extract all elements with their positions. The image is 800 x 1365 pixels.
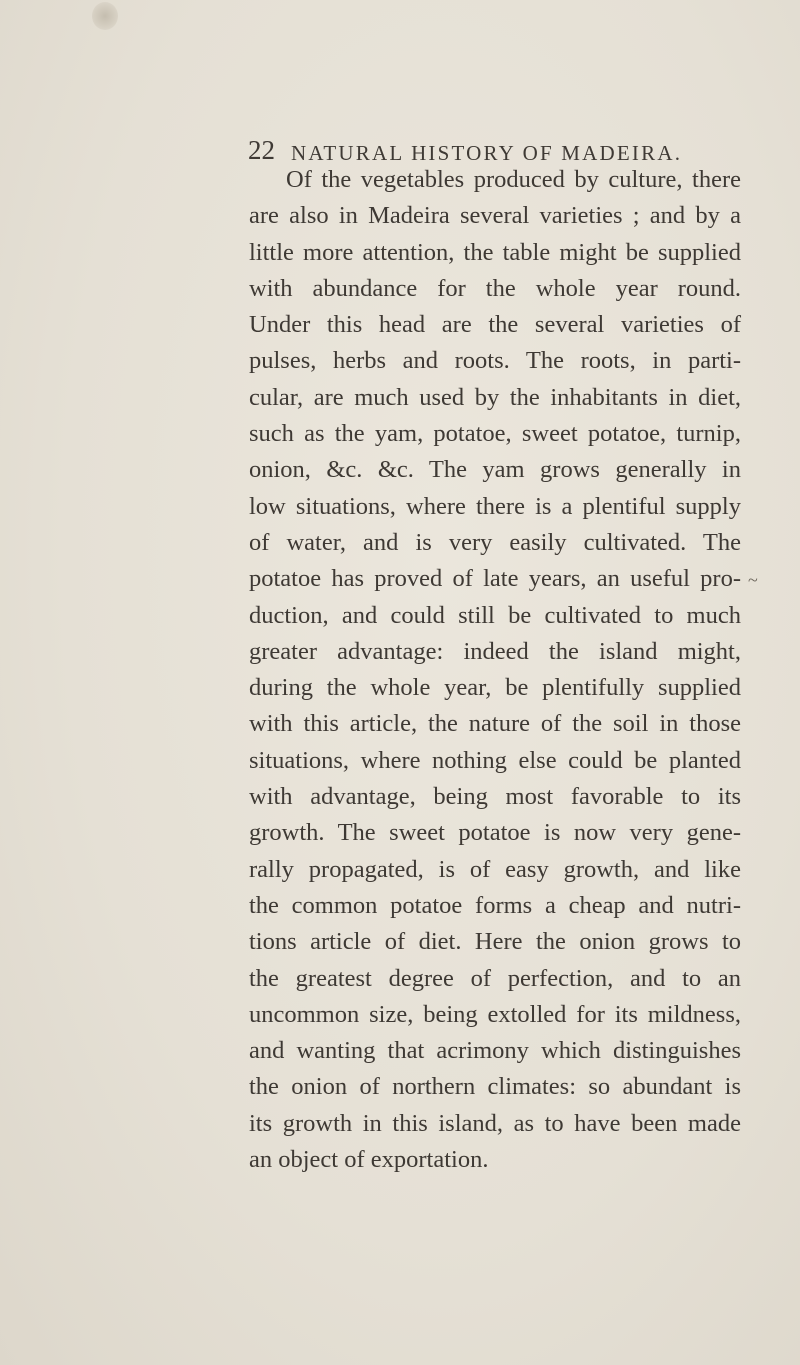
text-line: during the whole year, be plentifully supplied xyxy=(249,674,741,702)
text-line: tions article of diet. Here the onion grows to xyxy=(249,928,741,956)
paper-stain xyxy=(92,2,118,30)
text-line: pulses, herbs and roots. The roots, in parti- xyxy=(249,347,741,375)
text-line: situations, where nothing else could be planted xyxy=(249,746,741,774)
text-line: rally propagated, is of easy growth, and like xyxy=(249,855,741,883)
text-line: with abundance for the whole year round. xyxy=(249,274,741,302)
text-line: potatoe has proved of late years, an useful pro- xyxy=(249,565,741,593)
text-line: onion, &c. &c. The yam grows generally in xyxy=(249,456,741,484)
text-line: of water, and is very easily cultivated. The xyxy=(249,528,741,556)
text-line: are also in Madeira several varieties ; and by a xyxy=(249,202,741,230)
text-line: little more attention, the table might be supplied xyxy=(249,238,741,266)
text-line: cular, are much used by the inhabitants in diet, xyxy=(249,383,741,411)
text-line: the onion of northern climates: so abundant is xyxy=(249,1073,741,1101)
text-line: and wanting that acrimony which distinguishes xyxy=(249,1037,741,1065)
running-head: NATURAL HISTORY OF MADEIRA. xyxy=(291,141,683,165)
page-number: 22 xyxy=(248,135,275,165)
text-line: the greatest degree of perfection, and to an xyxy=(249,964,741,992)
text-line: its growth in this island, as to have been made xyxy=(249,1109,741,1137)
text-line: Under this head are the several varieties of xyxy=(249,311,741,339)
text-line: greater advantage: indeed the island might, xyxy=(249,637,741,665)
text-line: duction, and could still be cultivated to much xyxy=(249,601,741,629)
text-line: with this article, the nature of the soil in those xyxy=(249,710,741,738)
text-line: such as the yam, potatoe, sweet potatoe, turnip, xyxy=(249,420,741,448)
text-line: an object of exportation. xyxy=(249,1146,489,1174)
margin-mark: ~ xyxy=(748,570,758,590)
text-line: with advantage, being most favorable to its xyxy=(249,783,741,811)
text-line: low situations, where there is a plentiful supply xyxy=(249,492,741,520)
body-paragraph xyxy=(249,162,741,1178)
text-line: uncommon size, being extolled for its mildness, xyxy=(249,1000,741,1028)
text-line: growth. The sweet potatoe is now very gene- xyxy=(249,819,741,847)
text-line: the common potatoe forms a cheap and nutri- xyxy=(249,891,741,919)
text-line: Of the vegetables produced by culture, there xyxy=(286,166,741,193)
page-header xyxy=(0,125,800,165)
